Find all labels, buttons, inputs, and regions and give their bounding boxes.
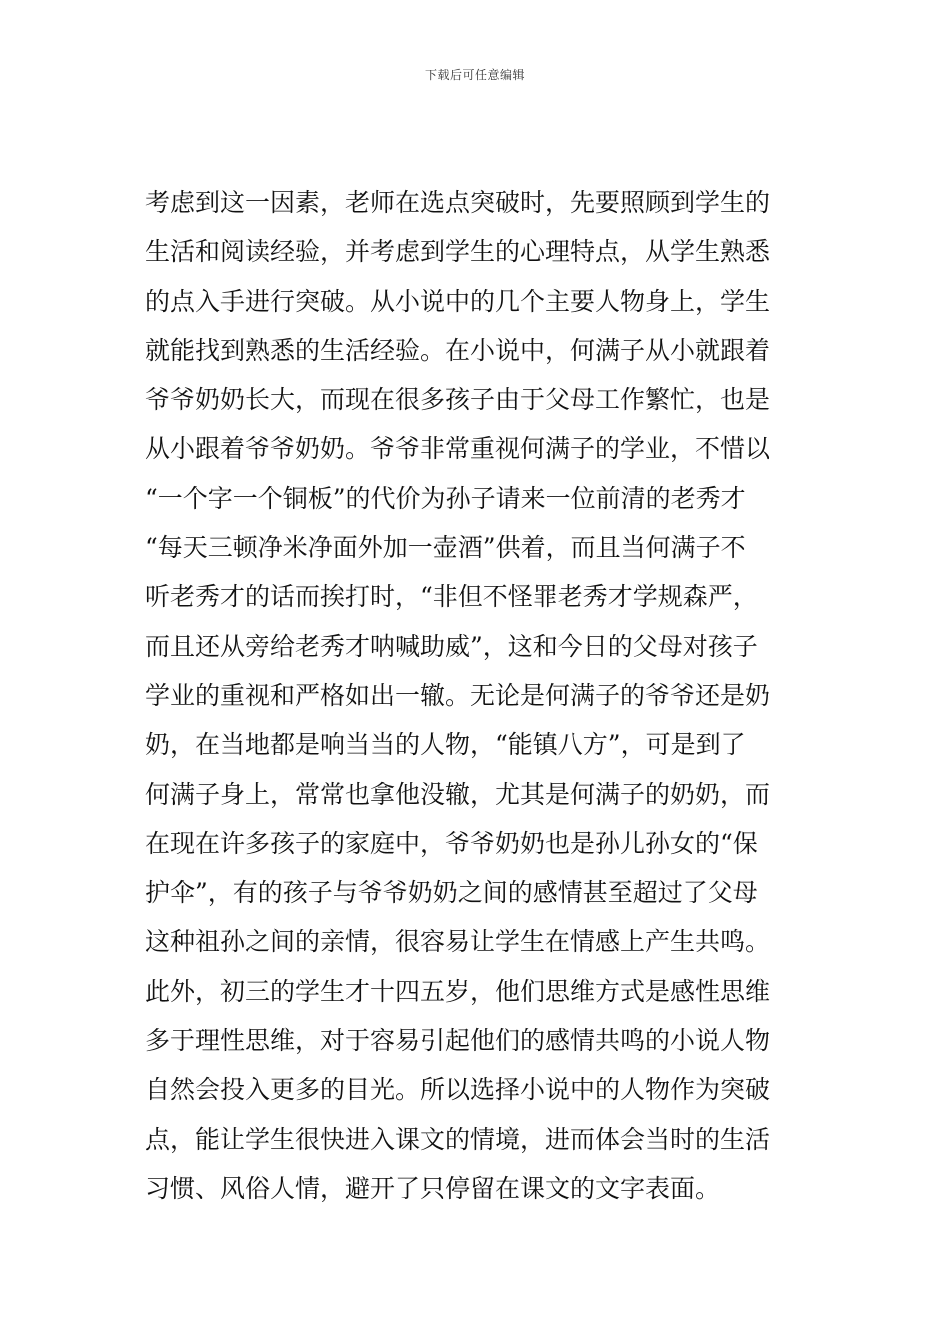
text-line: 从小跟着爷爷奶奶。爷爷非常重视何满子的学业，不惜以 [145,434,771,464]
text-line: 爷爷奶奶长大，而现在很多孩子由于父母工作繁忙，也是 [145,385,771,415]
text-line: 习惯、风俗人情，避开了只停留在课文的文字表面。 [145,1173,721,1203]
text-line: 就能找到熟悉的生活经验。在小说中，何满子从小就跟着 [145,335,771,365]
text-line: 多于理性思维，对于容易引起他们的感情共鸣的小说人物 [145,1026,771,1056]
text-line: 奶，在当地都是响当当的人物，“能镇八方”，可是到了 [145,730,746,760]
text-line: 点，能让学生很快进入课文的情境，进而体会当时的生活 [145,1124,771,1154]
text-line: 自然会投入更多的目光。所以选择小说中的人物作为突破 [145,1075,771,1105]
text-line: 这种祖孙之间的亲情，很容易让学生在情感上产生共鸣。 [145,927,771,957]
text-line: 生活和阅读经验，并考虑到学生的心理特点，从学生熟悉 [145,237,771,267]
text-line: 考虑到这一因素，老师在选点突破时，先要照顾到学生的 [145,188,771,217]
text-line: 护伞”，有的孩子与爷爷奶奶之间的感情甚至超过了父母 [145,878,758,908]
text-line: 何满子身上，常常也拿他没辙，尤其是何满子的奶奶，而 [145,779,771,809]
text-line: 的点入手进行突破。从小说中的几个主要人物身上，学生 [145,286,771,316]
text-line: “每天三顿净米净面外加一壶酒”供着，而且当何满子不 [145,533,746,563]
page-header: 下载后可任意编辑 [424,68,525,82]
text-line: 而且还从旁给老秀才呐喊助威”，这和今日的父母对孩子 [145,631,758,661]
body-text [145,178,810,1213]
text-line: 此外，初三的学生才十四五岁，他们思维方式是感性思维 [145,976,771,1006]
text-line: “一个字一个铜板”的代价为孙子请来一位前清的老秀才 [145,483,746,513]
text-line: 在现在许多孩子的家庭中，爷爷奶奶也是孙儿孙女的“保 [145,828,758,858]
text-line: 学业的重视和严格如出一辙。无论是何满子的爷爷还是奶 [145,680,771,710]
text-line: 听老秀才的话而挨打时，“非但不怪罪老秀才学规森严， [145,582,758,612]
